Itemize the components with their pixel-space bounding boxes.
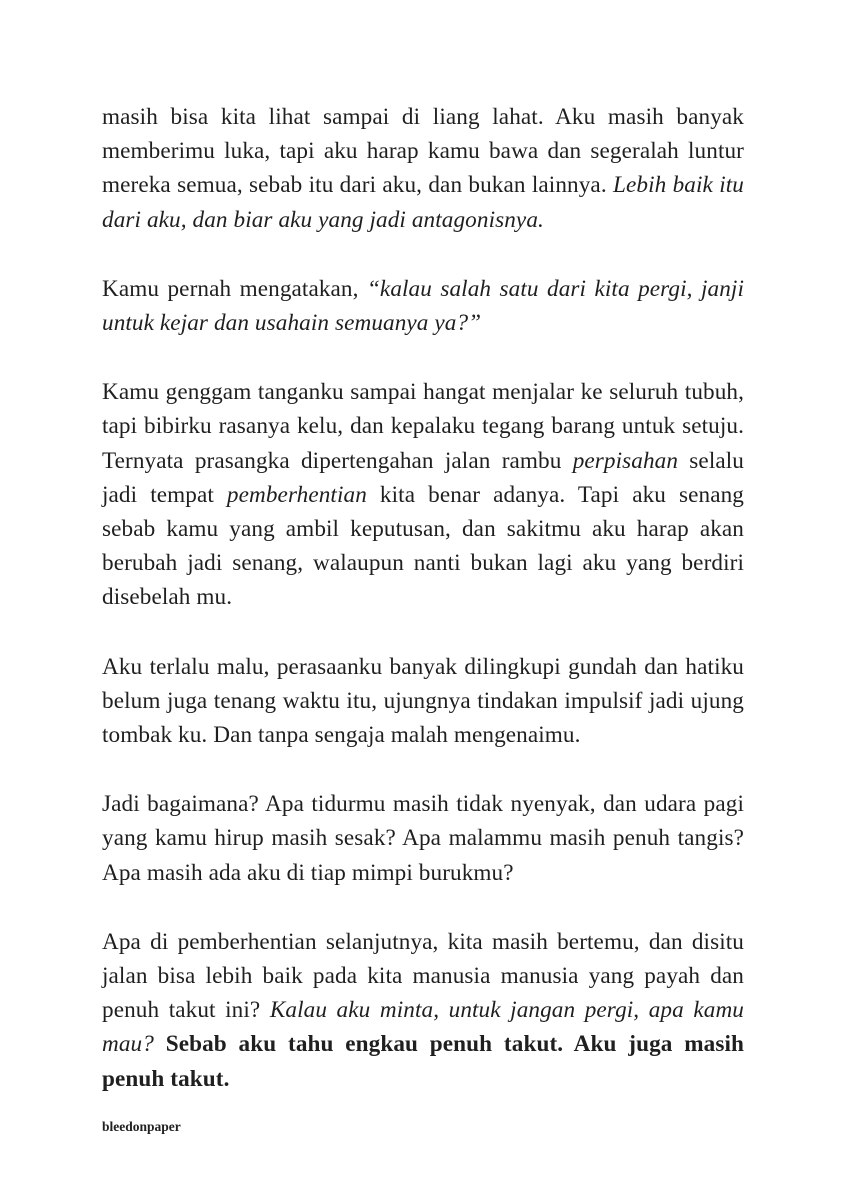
text-run-italic: pemberhentian [226,481,367,508]
text-run: Aku terlalu malu, perasaanku banyak dilingkupi gundah dan hatiku belum juga tenang waktu itu, ujungnya tindakan impulsif jadi ujung tombak ku. Dan tanpa sengaja malah mengenaimu. [102,653,744,749]
text-run: Jadi bagaimana? Apa tidurmu masih tidak nyenyak, dan udara pagi yang kamu hirup masih sesak? Apa malammu masih penuh tangis? Apa masih ada aku di tiap mimpi burukmu? [102,791,744,886]
text-run: Kamu pernah mengatakan, [102,275,367,302]
text-run [154,1031,166,1057]
paragraph-6 [102,925,744,1096]
paragraph-3 [102,375,744,614]
paragraph-1 [102,100,744,237]
paragraph-4 [102,650,744,753]
text-run-italic: Lebih baik itu dari aku, dan biar aku yang jadi antagonisnya. [102,172,744,233]
footer-signature: bleedonpaper [102,1119,181,1134]
text-run: Apa di pemberhentian selanjutnya, kita masih bertemu, dan disitu jalan bisa lebih baik pada kita manusia manusia yang payah dan penuh takut ini? [102,928,744,1024]
text-run: kita benar adanya. Tapi aku senang sebab kamu yang ambil keputusan, dan sakitmu aku harap akan berubah jadi senang, walaupun nanti bukan lagi aku yang berdiri disebelah mu. [102,481,744,611]
text-run-bold: Sebab aku tahu engkau penuh takut. Aku juga masih penuh takut. [102,1031,744,1092]
text-run: masih bisa kita lihat sampai di liang lahat. Aku masih banyak memberimu luka, tapi aku harap kamu bawa dan segeralah luntur mereka semua, sebab itu dari aku, dan bukan lainnya. [102,104,744,199]
paragraph-2 [102,272,744,340]
text-run: Kamu genggam tanganku sampai hangat menjalar ke seluruh tubuh, tapi bibirku rasanya kelu, dan kepalaku tegang barang untuk setuju. Ternyata prasangka dipertengahan jalan rambu [102,379,744,474]
page-body [102,100,744,1131]
text-run: selalu jadi tempat [102,447,744,508]
paragraph-5 [102,787,744,890]
text-run-italic: perpisahan [572,447,679,474]
text-run-italic: Kalau aku minta, untuk jangan pergi, apa kamu mau? [102,997,744,1058]
text-run-italic: “kalau salah satu dari kita pergi, janji untuk kejar dan usahain semuanya ya?” [102,275,744,337]
